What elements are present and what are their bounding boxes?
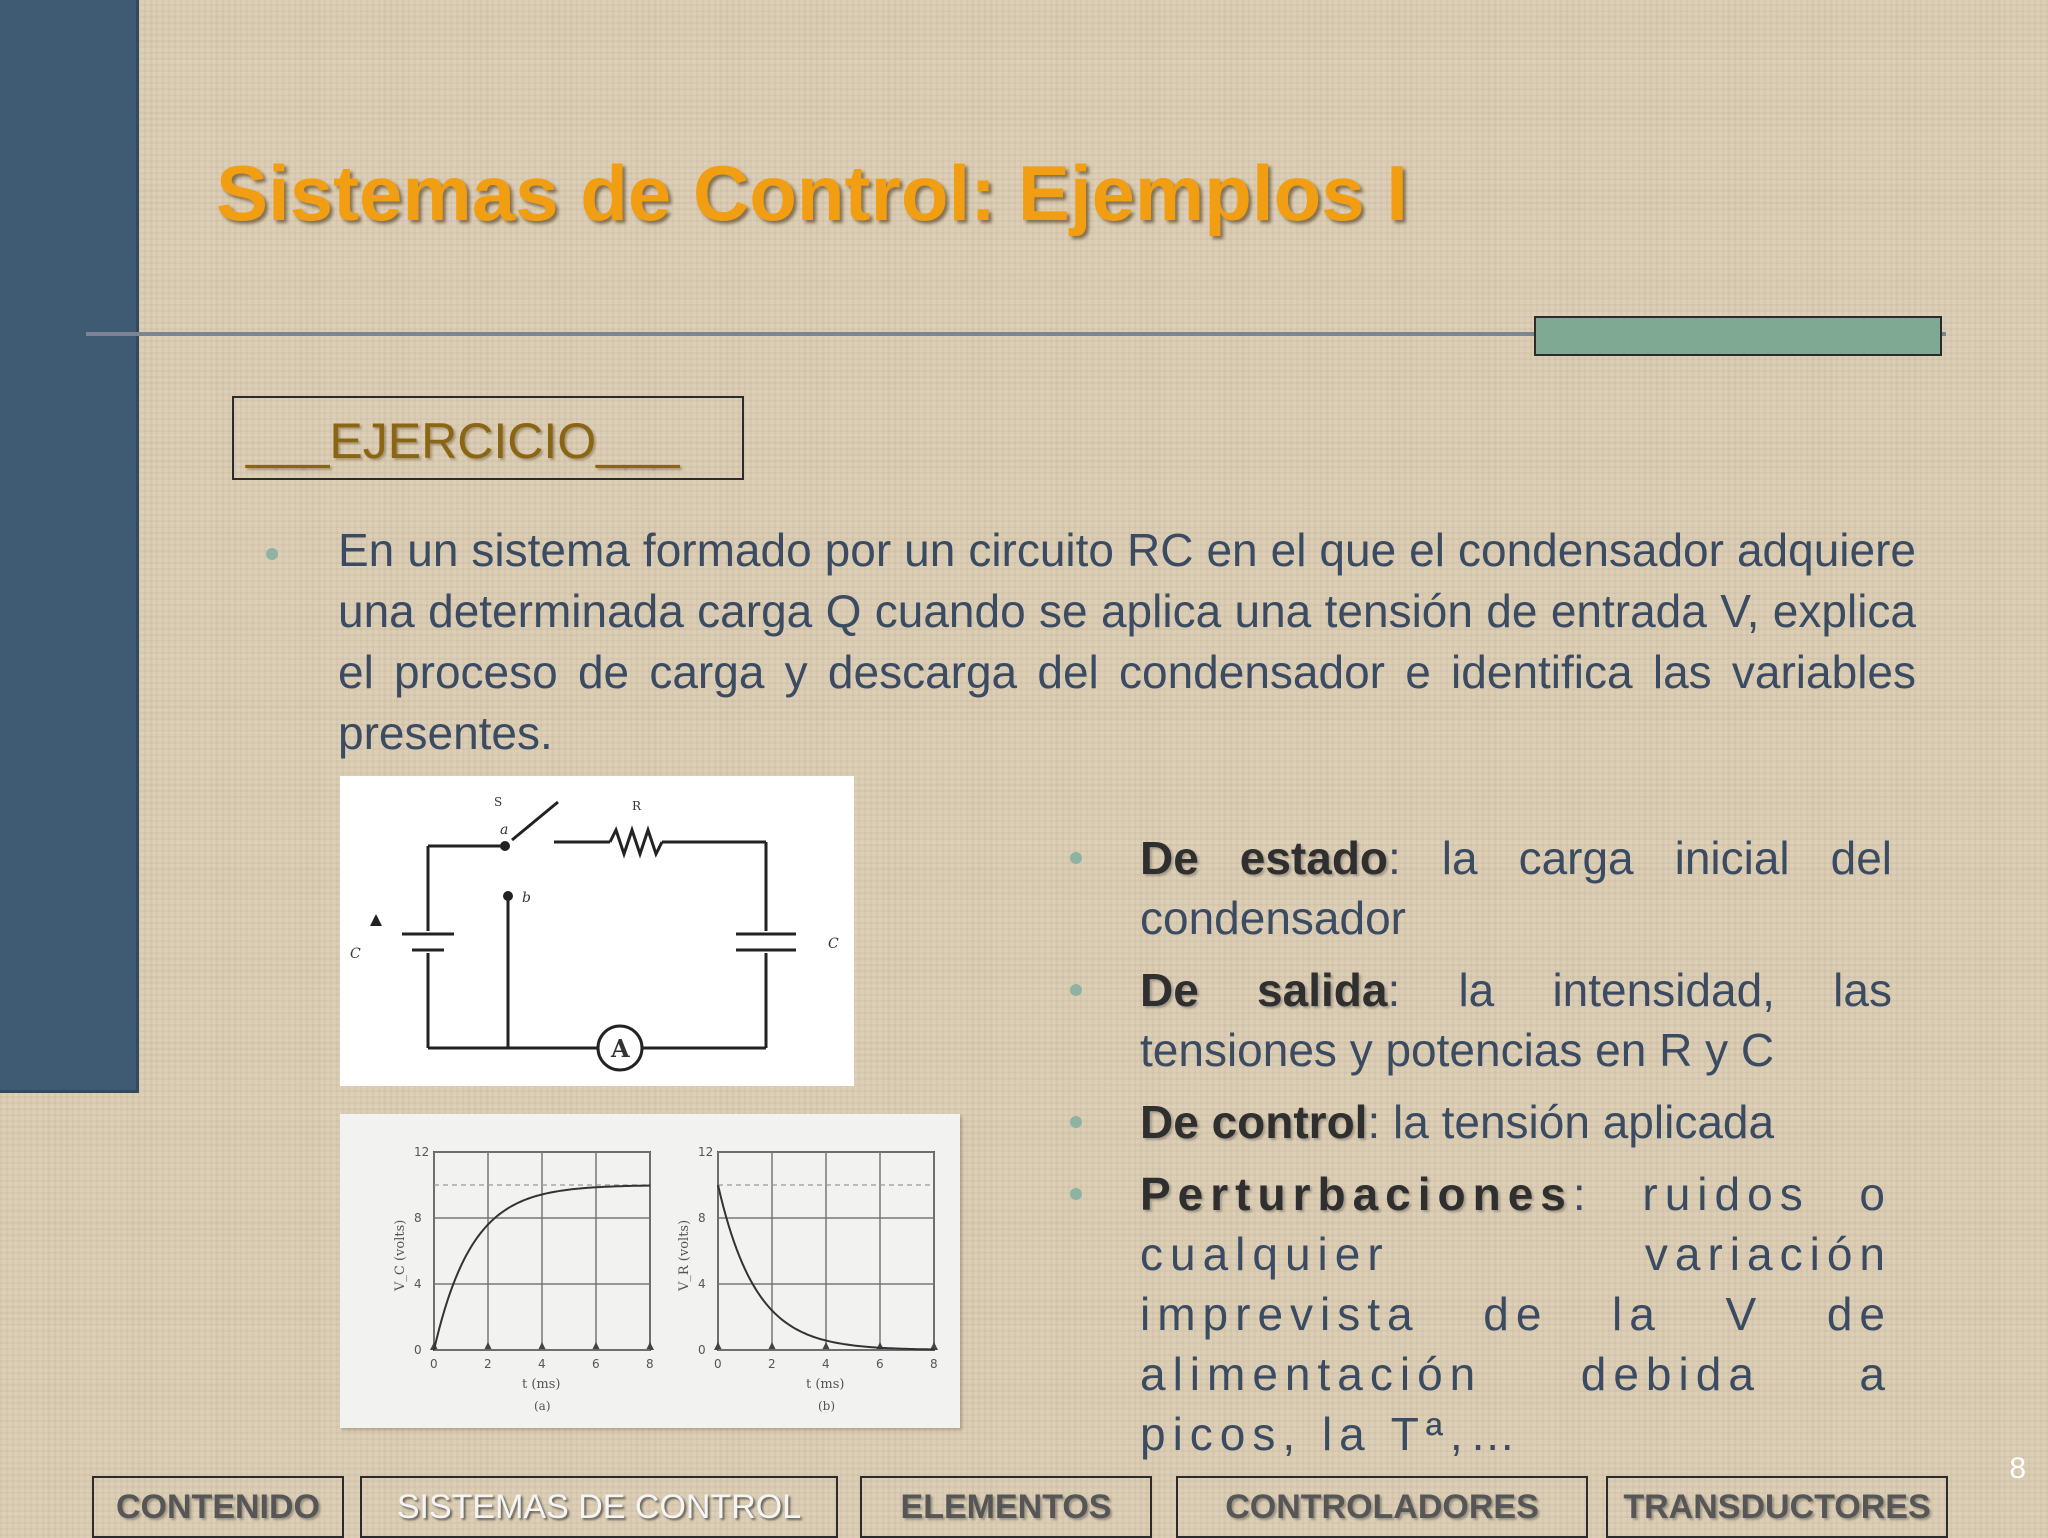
label-resistor: R xyxy=(632,799,642,813)
variable-item-estado xyxy=(1140,828,1892,948)
bullet-icon xyxy=(1070,1116,1082,1128)
y-tick-label: 4 xyxy=(698,1277,706,1291)
bullet-icon xyxy=(1070,1188,1082,1200)
rc-graphs-svg xyxy=(340,1114,960,1428)
label-capacitor: C xyxy=(828,936,839,952)
node-a-dot xyxy=(500,841,510,851)
variables-list xyxy=(1140,828,1892,1476)
x-axis-label: t (ms) xyxy=(806,1377,845,1392)
y-tick-label: 0 xyxy=(414,1343,422,1357)
tick-marker-icon xyxy=(538,1342,546,1350)
variable-term: De salida xyxy=(1140,964,1388,1016)
label-source: C xyxy=(350,946,361,962)
y-tick-label: 8 xyxy=(698,1211,706,1225)
y-axis-label: V_R (volts) xyxy=(677,1219,692,1291)
node-b-dot xyxy=(503,891,513,901)
page-number: 8 xyxy=(2009,1452,2026,1485)
graph-b-discharging xyxy=(677,1145,938,1413)
bullet-icon xyxy=(1070,852,1082,864)
variable-term: Perturbaciones xyxy=(1140,1168,1573,1220)
nav-button-transductores[interactable]: TRANSDUCTORES xyxy=(1606,1476,1948,1538)
label-b: b xyxy=(522,890,531,906)
tick-marker-icon xyxy=(592,1342,600,1350)
exercise-label: ___EJERCICIO___ xyxy=(246,413,680,469)
switch-blade xyxy=(512,802,558,840)
source-arrow-icon xyxy=(370,914,382,926)
nav-button-sistemas-de-control[interactable]: SISTEMAS DE CONTROL xyxy=(360,1476,838,1538)
variable-desc: : ruidos o cualquier variación imprevista de la V de alimentación debida a picos, la Tª,… xyxy=(1140,1168,1892,1460)
tick-marker-icon xyxy=(822,1342,830,1350)
y-axis-label: V_C (volts) xyxy=(393,1219,408,1291)
tick-marker-icon xyxy=(714,1342,722,1350)
variable-term: De estado xyxy=(1140,832,1389,884)
left-sidebar-band xyxy=(0,0,139,1093)
x-tick-label: 0 xyxy=(430,1357,438,1371)
label-ammeter: A xyxy=(611,1034,630,1063)
x-tick-label: 0 xyxy=(714,1357,722,1371)
exercise-statement: En un sistema formado por un circuito RC en el que el condensador adquiere una determinada carga Q cuando se aplica una tensión de entrada V, explica el proceso de carga y descarga del condensador e identifica las variables presentes. xyxy=(338,524,1916,759)
y-tick-label: 12 xyxy=(698,1145,714,1159)
x-axis-label: t (ms) xyxy=(522,1377,561,1392)
variable-desc: : la tensión aplicada xyxy=(1367,1096,1775,1148)
x-tick-label: 8 xyxy=(646,1357,654,1371)
nav-button-controladores[interactable]: CONTROLADORES xyxy=(1176,1476,1588,1538)
resistor-zigzag xyxy=(610,830,662,854)
x-tick-label: 2 xyxy=(484,1357,492,1371)
rc-circuit-svg xyxy=(340,776,854,1086)
x-tick-label: 6 xyxy=(876,1357,884,1371)
tick-marker-icon xyxy=(768,1342,776,1350)
nav-button-contenido[interactable]: CONTENIDO xyxy=(92,1476,344,1538)
y-tick-label: 4 xyxy=(414,1277,422,1291)
y-tick-label: 8 xyxy=(414,1211,422,1225)
variable-desc: : la intensidad, las tensiones y potencias en R y C xyxy=(1140,964,1892,1076)
y-tick-label: 12 xyxy=(414,1145,430,1159)
slide-title: Sistemas de Control: Ejemplos I xyxy=(216,149,1408,237)
rc-circuit-diagram xyxy=(340,776,854,1086)
graph-caption: (a) xyxy=(534,1399,551,1413)
nav-button-elementos[interactable]: ELEMENTOS xyxy=(860,1476,1152,1538)
accent-bar xyxy=(1534,316,1942,356)
variable-desc: : la carga inicial del condensador xyxy=(1140,832,1892,944)
bullet-icon xyxy=(1070,984,1082,996)
y-tick-label: 0 xyxy=(698,1343,706,1357)
graph-a-charging xyxy=(393,1145,654,1413)
x-tick-label: 6 xyxy=(592,1357,600,1371)
x-tick-label: 8 xyxy=(930,1357,938,1371)
label-switch: S xyxy=(494,795,503,809)
x-tick-label: 4 xyxy=(822,1357,830,1371)
variable-term: De control xyxy=(1140,1096,1368,1148)
variable-item-control xyxy=(1140,1092,1892,1152)
x-tick-label: 2 xyxy=(768,1357,776,1371)
statement-bullet-icon xyxy=(266,548,278,560)
tick-marker-icon xyxy=(646,1342,654,1350)
variable-item-salida xyxy=(1140,960,1892,1080)
variable-item-perturbaciones xyxy=(1140,1164,1892,1464)
x-tick-label: 4 xyxy=(538,1357,546,1371)
label-a: a xyxy=(500,822,509,838)
rc-response-graphs xyxy=(340,1114,960,1428)
graph-caption: (b) xyxy=(818,1399,836,1413)
tick-marker-icon xyxy=(484,1342,492,1350)
exercise-label-box xyxy=(232,396,744,480)
